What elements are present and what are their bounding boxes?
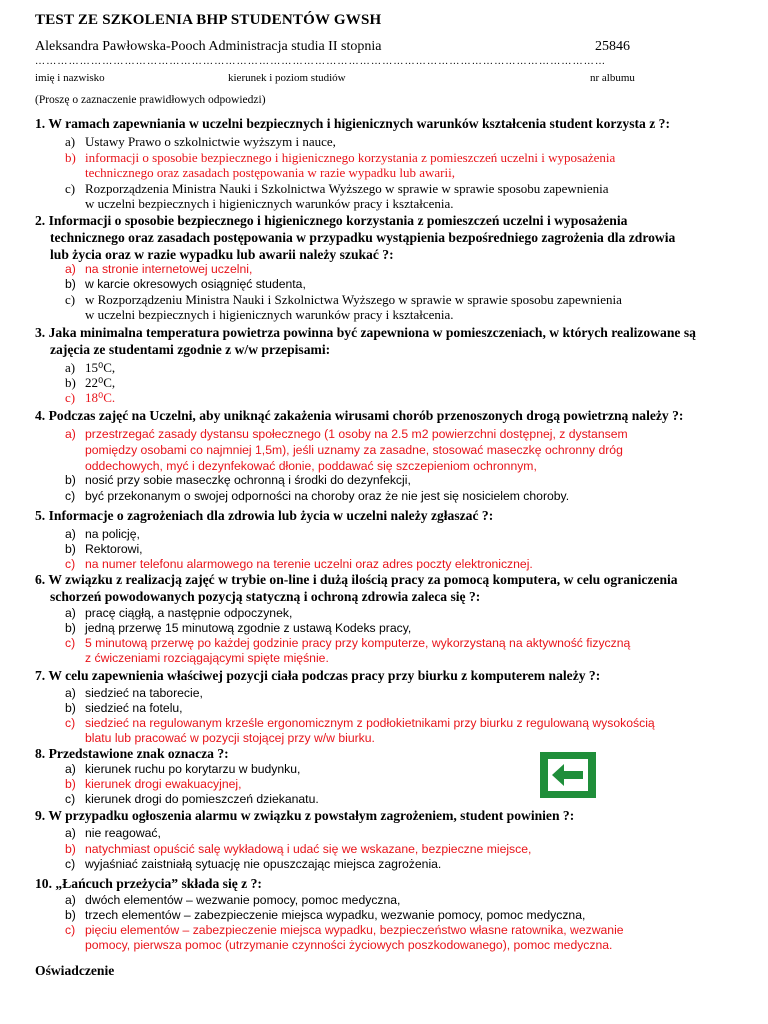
answer-9c: c) wyjaśniać zaistniałą sytuację nie opuszczając miejsca zagrożenia. [65,857,442,871]
dotted-line: ……………………………………………………………………………………………………………………………………… [35,56,607,67]
answer-10c: c) pięciu elementów – zabezpieczenie miejsca wypadku, bezpieczeństwo własne ratownika, wezwanie pomocy, pierwsza pomoc (utrzymanie czynności życiowych poszkodowanego), pomoc medyczna. [65,923,624,952]
question-3: 3. Jaka minimalna temperatura powietrza powinna być zapewniona w pomieszczeniach, w których realizowane są zajęcia ze studentami zgodnie z w/w przepisami: [35,325,696,357]
answer-1b: b) informacji o sposobie bezpiecznego i higienicznego korzystania z pomieszczeń uczelni i wyposażenia technicznego oraz zasadach postępowania w razie wypadku lub awarii, [65,150,616,180]
answer-2a: a) na stronie internetowej uczelni, [65,262,253,276]
answer-7b: b) siedzieć na fotelu, [65,701,183,715]
answer-10b: b) trzech elementów – zabezpieczenie miejsca wypadku, wezwanie pomocy, pomoc medyczna, [65,908,586,922]
answer-6b: b) jedną przerwę 15 minutową zgodnie z ustawą Kodeks pracy, [65,621,412,635]
declaration-heading: Oświadczenie [35,963,115,978]
answer-9b: b) natychmiast opuścić salę wykładową i udać się we wskazane, bezpieczne miejsce, [65,842,532,856]
student-name-course: Aleksandra Pawłowska-Pooch Administracja studia II stopnia [35,39,382,54]
answer-2b: b) w karcie okresowych osiągnięć studenta, [65,277,306,291]
question-text: W ramach zapewniania w uczelni bezpiecznych i higienicznych warunków kształcenia student korzysta z ?: [48,116,671,131]
answer-7a: a) siedzieć na taborecie, [65,686,203,700]
answer-1c: c) Rozporządzenia Ministra Nauki i Szkolnictwa Wyższego w sprawie w sprawie sposobu zapewnienia w uczelni bezpiecznych i higienicznych warunków pracy i kształcenia. [65,181,609,211]
label-name: imię i nazwisko [35,72,105,84]
question-6: 6. W związku z realizacją zajęć w trybie on-line i dużą ilością pracy za pomocą komputera, w celu ograniczenia schorzeń powodowanych pozycją statyczną i ochroną zdrowia zaleca się ?: [35,572,678,604]
answer-3c: c) 18⁰C. [65,390,116,405]
answer-4c: c) być przekonanym o swojej odporności na choroby oraz że nie jest się nosicielem choroby. [65,489,570,503]
question-1 [35,115,755,132]
answer-1a: a) Ustawy Prawo o szkolnictwie wyższym i nauce, [65,134,336,149]
label-album: nr albumu [590,72,635,84]
answer-9a: a) nie reagować, [65,826,161,840]
question-9: 9. W przypadku ogłoszenia alarmu w związku z powstałym zagrożeniem, student powinien ?: [35,808,575,823]
question-7: 7. W celu zapewnienia właściwej pozycji ciała podczas pracy przy biurku z komputerem należy ?: [35,668,601,683]
answer-10a: a) dwóch elementów – wezwanie pomocy, pomoc medyczna, [65,893,401,907]
evacuation-arrow-left-icon [540,752,596,798]
answer-5c: c) na numer telefonu alarmowego na terenie uczelni oraz adres poczty elektronicznej. [65,557,533,571]
document-title: TEST ZE SZKOLENIA BHP STUDENTÓW GWSH [35,12,382,28]
student-info [35,39,715,55]
answer-2c: c) w Rozporządzeniu Ministra Nauki i Szkolnictwa Wyższego w sprawie w sprawie sposobu zapewnienia w uczelni bezpiecznych i higienicznych warunków pracy i kształcenia. [65,292,622,322]
answer-4a: a) przestrzegać zasady dystansu społecznego (1 osoby na 2.5 m2 powierzchni dostępnej, z dystansem pomiędzy osobami co najmniej 1,5m), jeśli uznamy za zasadne, stosować maseczkę ochronny dróg oddechowych, myć i dezynfekować dłonie, poddawać się szczepieniom ochronnym, [65,427,628,473]
answer-8b: b) kierunek drogi ewakuacyjnej, [65,777,242,791]
answer-5b: b) Rektorowi, [65,542,143,556]
question-10: 10. „Łańcuch przeżycia” składa się z ?: [35,876,262,891]
answer-3a: a) 15⁰C, [65,360,116,375]
question-5: 5. Informacje o zagrożeniach dla zdrowia lub życia w uczelni należy zgłaszać ?: [35,508,494,523]
answer-7c: c) siedzieć na regulowanym krześle ergonomicznym z podłokietnikami przy biurku z regulowaną wysokością blatu lub pracować w pozycji stojącej przy w/w biurku. [65,716,655,745]
question-2: 2. Informacji o sposobie bezpiecznego i higienicznego korzystania z pomieszczeń uczelni i wyposażenia technicznego oraz zasadach postępowania w przypadku wystąpienia bezpośredniego zagrożenia dla zdrowia lub życia oraz w razie wypadku lub awarii należy szukać ?: [35,213,676,262]
question-4: 4. Podczas zajęć na Uczelni, aby uniknąć zakażenia wirusami chorób przenoszonych drogą powietrzną należy ?: [35,408,684,423]
answer-6a: a) pracę ciągłą, a następnie odpoczynek, [65,606,293,620]
label-course: kierunek i poziom studiów [228,72,346,84]
answer-4b: b) nosić przy sobie maseczkę ochronną i środki do dezynfekcji, [65,473,411,487]
question-number: 1. [35,116,46,131]
answer-8c: c) kierunek drogi do pomieszczeń dziekanatu. [65,792,319,806]
instruction: (Proszę o zaznaczenie prawidłowych odpowiedzi) [35,94,266,106]
answer-6c: c) 5 minutową przerwę po każdej godzinie pracy przy komputerze, wykorzystaną na aktywność fizyczną z ćwiczeniami rozciągającymi spięte mięśnie. [65,636,631,665]
answer-3b: b) 22⁰C, [65,375,116,390]
question-8: 8. Przedstawione znak oznacza ?: [35,746,229,761]
answer-5a: a) na policję, [65,527,140,541]
answer-8a: a) kierunek ruchu po korytarzu w budynku, [65,762,301,776]
album-number: 25846 [595,39,630,54]
